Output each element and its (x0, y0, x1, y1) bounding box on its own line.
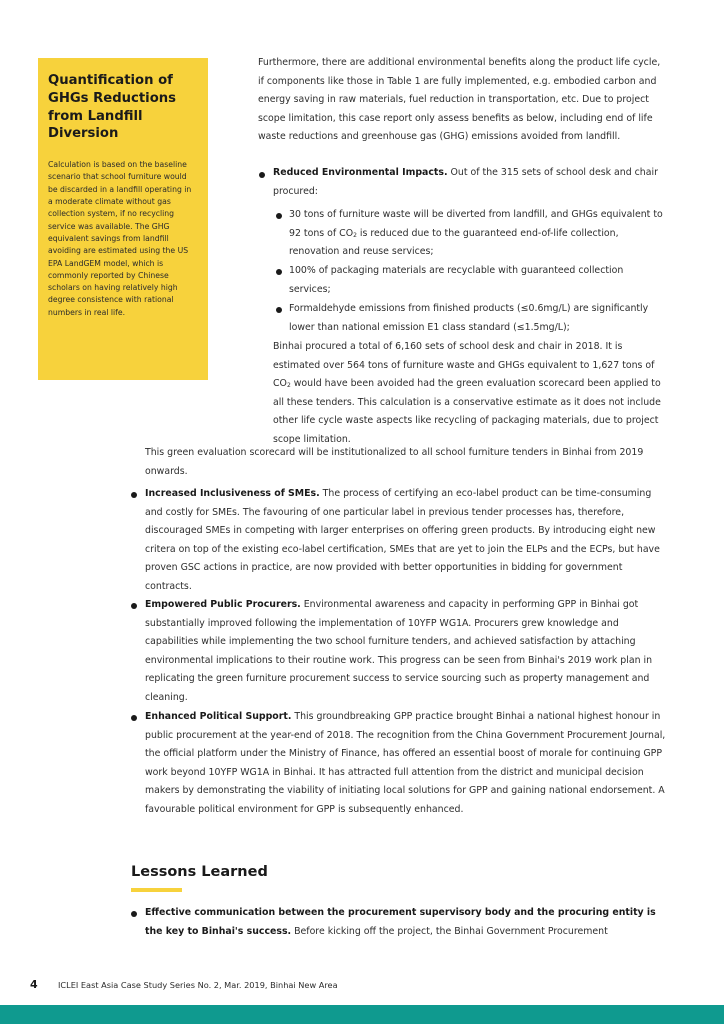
lesson-label: Effective communication between the procurement supervisory body and the procuring entity is the key to Binhai's success. (145, 907, 656, 937)
waste-diversion-item (289, 206, 667, 262)
packaging-item: 100% of packaging materials are recyclable with guaranteed collection services; (289, 265, 624, 295)
reduced-impacts-text: Out of the 315 sets of school desk and chair procured: (273, 167, 658, 197)
footer-bar (0, 1005, 724, 1024)
scorecard-note: This green evaluation scorecard will be institutionalized to all school furniture tenders in Binhai from 2019 onwards. (145, 447, 644, 477)
inclusiveness-text: The process of certifying an eco-label product can be time-consuming and costly for SMEs. The favouring of one particular label in previous tender processes has, therefore, discouraged SMEs in competing with larger enterprises on offering green products. By introducing eight new critera on top of the existing eco-label certification, SMEs that are yet to join the ELPs and the ECPs, but have proven GSC actions in practice, are now provided with better opportunities in bidding for government contracts. (145, 488, 660, 592)
sidebar-box (38, 58, 208, 380)
bullet-icon (131, 911, 137, 917)
binhai-procurement-text-end: would have been avoided had the green evaluation scorecard been applied to all these tenders. This calculation is a conservative estimate as it does not include other life cycle waste aspects like recycling of packaging materials, due to project scope limitation. (273, 378, 661, 445)
lesson-text: Before kicking off the project, the Binhai Government Procurement (291, 925, 608, 937)
waste-diversion-text-end: is reduced due to the guaranteed end-of-life collection, renovation and reuse services; (289, 227, 619, 257)
formaldehyde-item: Formaldehyde emissions from finished products (≤0.6mg/L) are significantly lower than national emission E1 class standard (≤1.5mg/L); (289, 303, 649, 333)
bullet-icon (131, 715, 137, 721)
binhai-procurement-paragraph (273, 338, 668, 449)
bullet-icon (131, 603, 137, 609)
lessons-heading: Lessons Learned (131, 864, 268, 880)
reduced-impacts-item (273, 164, 668, 201)
waste-diversion-text: 30 tons of furniture waste will be diverted from landfill, and GHGs equivalent to 92 tons of CO (289, 209, 663, 239)
intro-paragraph: Furthermore, there are additional environmental benefits along the product life cycle, if components like those in Table 1 are fully implemented, e.g. embodied carbon and energy saving in raw materials, fuel reduction in transportation, etc. Due to project scope limitation, this case report only assess benefits as below, including end of life waste reductions and greenhouse gas (GHG) emissions avoided from landfill. (258, 57, 661, 142)
bullet-icon (131, 492, 137, 498)
footer-citation: ICLEI East Asia Case Study Series No. 2, Mar. 2019, Binhai New Area (58, 980, 338, 990)
co2-subscript: 2 (353, 231, 357, 239)
reduced-impacts-label: Reduced Environmental Impacts. (273, 167, 448, 178)
political-item (145, 708, 667, 819)
bullet-icon (276, 213, 282, 219)
co2-subscript: 2 (286, 382, 291, 389)
sidebar-body: Calculation is based on the baseline scenario that school furniture would be discarded in a landfill operating in a moderate climate without gas collection system, if no recycling service was available. The GHG equivalent savings from landfill avoiding are estimated using the US EPA LandGEM model, which is commonly reported by Chinese scholars on having relatively high degree consistence with rational numbers in real life. (48, 160, 192, 317)
bullet-icon (259, 172, 265, 178)
procurers-item (145, 596, 667, 707)
inclusiveness-item (145, 485, 667, 596)
political-label: Enhanced Political Support. (145, 711, 292, 722)
political-text: This groundbreaking GPP practice brought Binhai a national highest honour in public procurement at the year-end of 2018. The recognition from the China Government Procurement Journal, the official platform under the Ministry of Finance, has offered an essential boost of morale for continuing GPP work beyond 10YFP WG1A in Binhai. It has attracted full attention from the district and municipal decision makers by demonstrating the viability of initiating local solutions for GPP and gaining national endorsement. A favourable political environment for GPP is subsequently enhanced. (145, 711, 666, 815)
sidebar-title: Quantification of GHGs Reductions from Landfill Diversion (48, 73, 176, 142)
procurers-text: Environmental awareness and capacity in performing GPP in Binhai got substantially improved following the implementation of 10YFP WG1A. Procurers grew knowledge and capabilities while implementing the two school furniture tenders, and achieved satisfaction by attaching environmental implications to their routine work. This progress can be seen from Binhai's 2019 work plan in replicating the green furniture procurement success to service sourcing such as property management and cleaning. (145, 599, 653, 703)
bullet-icon (276, 307, 282, 313)
inclusiveness-label: Increased Inclusiveness of SMEs. (145, 488, 320, 499)
heading-underline (131, 888, 182, 892)
procurers-label: Empowered Public Procurers. (145, 599, 301, 610)
binhai-procurement-text: Binhai procured a total of 6,160 sets of school desk and chair in 2018. It is estimated over 564 tons of furniture waste and GHGs equivalent to 1,627 tons of CO (273, 341, 655, 389)
lesson-item (145, 904, 667, 941)
bullet-icon (276, 269, 282, 275)
page-number: 4 (30, 978, 38, 991)
